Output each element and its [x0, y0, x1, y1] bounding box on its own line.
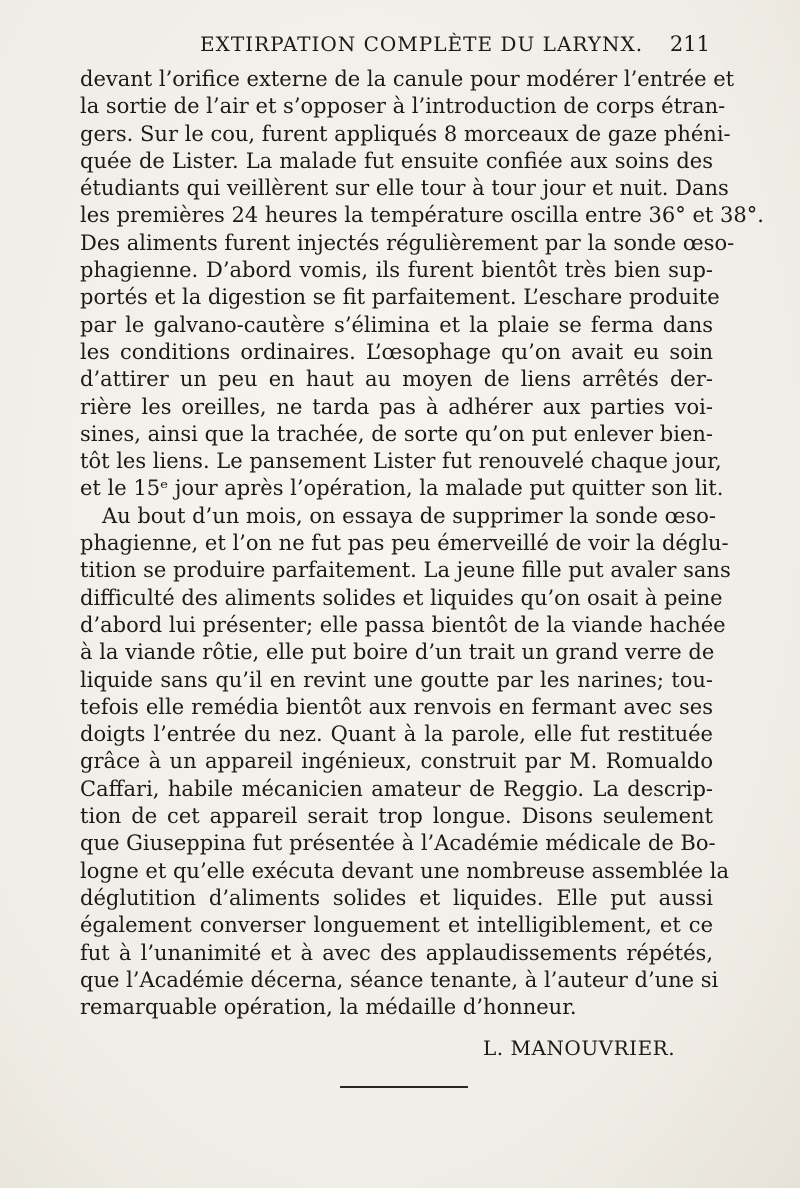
text-line: par le galvano-cautère s’élimina et la plaie se ferma dans [80, 312, 713, 337]
text-line: difficulté des aliments solides et liquides qu’on osait à peine [80, 585, 723, 610]
text-line: tition se produire parfaitement. La jeune fille put avaler sans [80, 558, 731, 583]
text-line: Des aliments furent injectés régulièrement par la sonde œso- [80, 230, 735, 255]
text-line-paragraph-start: Au bout d’un mois, on essaya de supprimer la sonde œso- [102, 503, 716, 528]
text-line: d’abord lui présenter; elle passa bientôt de la viande hachée [80, 612, 726, 637]
end-rule-divider [340, 1086, 468, 1088]
text-line: phagienne. D’abord vomis, ils furent bientôt très bien sup- [80, 258, 713, 283]
text-line: d’attirer un peu en haut au moyen de liens arrêtés der- [80, 367, 713, 392]
text-line: tôt les liens. Le pansement Lister fut renouvelé chaque jour, [80, 449, 722, 474]
text-line: tefois elle remédia bientôt aux renvois en fermant avec ses [80, 694, 713, 719]
text-line: doigts l’entrée du nez. Quant à la parole, elle fut restituée [80, 722, 713, 747]
text-line: et le 15ᵉ jour après l’opération, la malade put quitter son lit. [80, 476, 724, 501]
text-line: phagienne, et l’on ne fut pas peu émerveillé de voir la déglu- [80, 531, 729, 556]
text-line: déglutition d’aliments solides et liquides. Elle put aussi [80, 885, 713, 910]
text-line: grâce à un appareil ingénieux, construit par M. Romualdo [80, 749, 713, 774]
text-line: étudiants qui veillèrent sur elle tour à tour jour et nuit. Dans [80, 176, 729, 201]
text-line: devant l’orifice externe de la canule pour modérer l’entrée et [80, 67, 735, 91]
text-line: la sortie de l’air et s’opposer à l’introduction de corps étran- [80, 94, 726, 119]
text-line: logne et qu’elle exécuta devant une nombreuse assemblée la [80, 858, 729, 883]
text-line: Caffari, habile mécanicien amateur de Reggio. La descrip- [80, 776, 713, 801]
text-line: à la viande rôtie, elle put boire d’un trait un grand verre de [80, 640, 715, 665]
page-number: 211 [669, 32, 710, 56]
text-line: sines, ainsi que la trachée, de sorte qu’on put enlever bien- [80, 421, 713, 446]
body-text [80, 66, 764, 1021]
text-line-paragraph-end: remarquable opération, la médaille d’honneur. [80, 995, 577, 1020]
text-line: également converser longuement et intelligiblement, et ce [80, 913, 713, 938]
text-line: que Giuseppina fut présentée à l’Académie médicale de Bo- [80, 831, 716, 856]
text-line: rière les oreilles, ne tarda pas à adhérer aux parties voi- [80, 394, 713, 419]
text-line: les premières 24 heures la température oscilla entre 36° et 38°. [80, 203, 764, 228]
text-line: gers. Sur le cou, furent appliqués 8 morceaux de gaze phéni- [80, 121, 731, 146]
text-line: quée de Lister. La malade fut ensuite confiée aux soins des [80, 148, 713, 173]
running-title: EXTIRPATION COMPLÈTE DU LARYNX. [200, 32, 644, 56]
text-line: les conditions ordinaires. L’œsophage qu’on avait eu soin [80, 339, 713, 364]
running-header [80, 32, 710, 58]
text-line: fut à l’unanimité et à avec des applaudissements répétés, [80, 940, 713, 965]
text-line: liquide sans qu’il en revint une goutte par les narines; tou- [80, 667, 713, 692]
text-line: portés et la digestion se fit parfaitement. L’eschare produite [80, 285, 720, 310]
author-signature: L. MANOUVRIER. [483, 1036, 676, 1060]
text-line: que l’Académie décerna, séance tenante, à l’auteur d’une si [80, 967, 719, 992]
text-line: tion de cet appareil serait trop longue. Disons seulement [80, 804, 713, 829]
